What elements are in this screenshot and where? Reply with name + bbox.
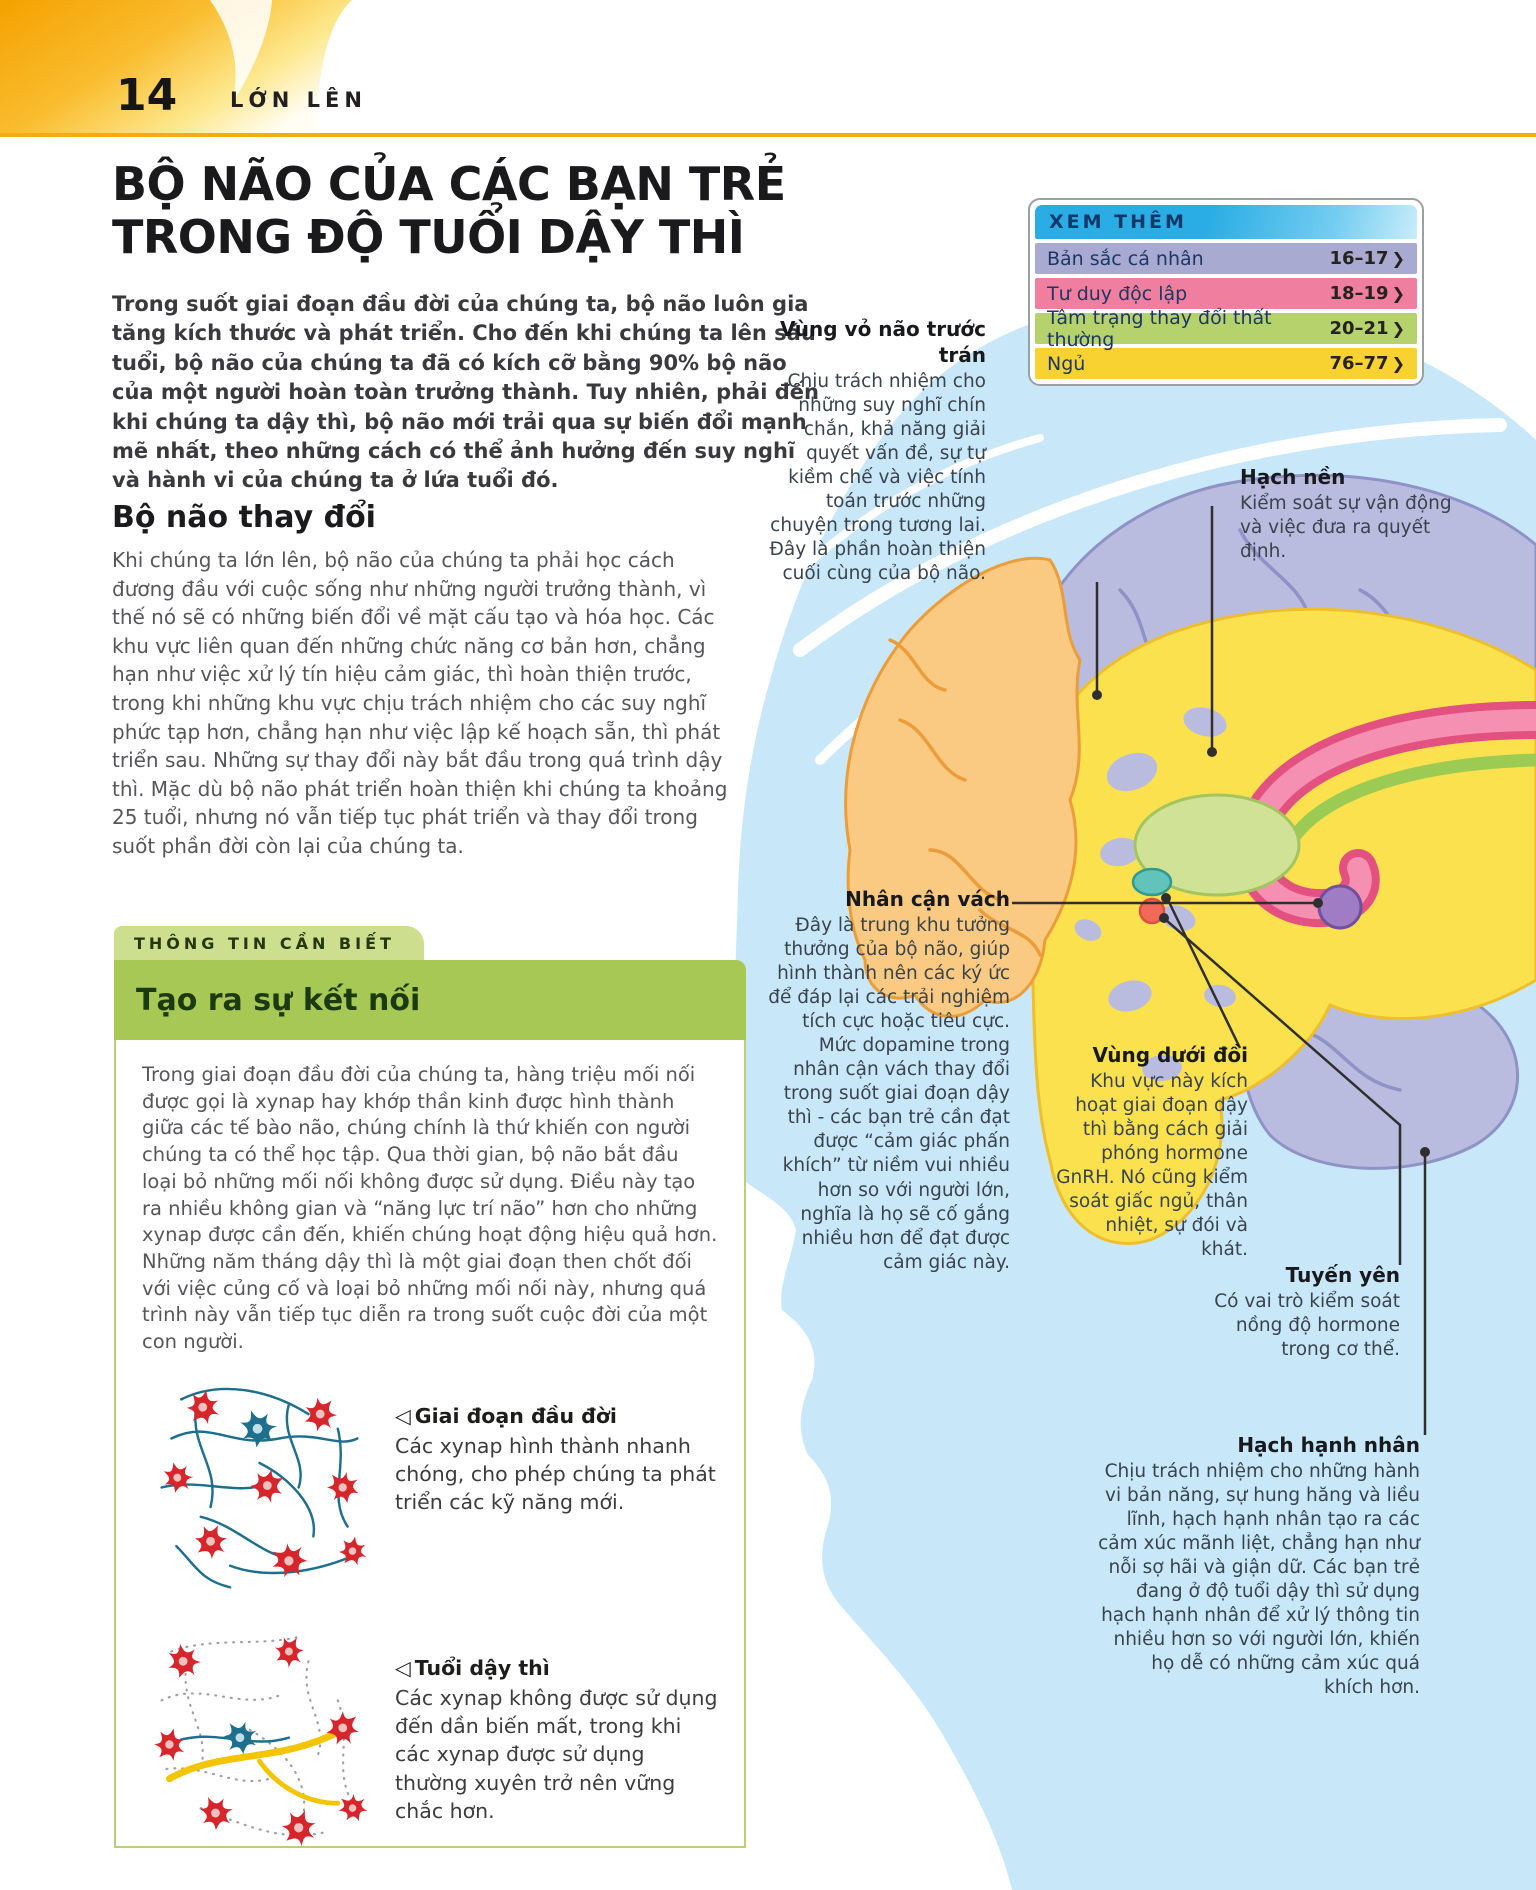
label-title: Hạch hạnh nhân [1237, 1433, 1420, 1457]
page-title [112, 158, 852, 265]
figure-caption-title: ◁ Tuổi dậy thì [395, 1655, 550, 1680]
label-hypothalamus [1054, 1042, 1248, 1262]
label-text: Chịu trách nhiệm cho những hành vi bản năng, sự hung hăng và liều lĩnh, hạch hạnh nhân tạo ra các cảm xúc mãnh liệt, chẳng hạn như nỗi sợ hãi và giận dữ. Các bạn trẻ đang ở độ tuổi dậy thì sử dụng hạch hạnh nhân để xử lý thông tin nhiều hơn so với người lớn, khiến họ dễ có những cảm xúc quá khích hơn. [1098, 1461, 1420, 1699]
intro-paragraph: Trong suốt giai đoạn đầu đời của chúng ta, bộ não luôn gia tăng kích thước và phát triển. Cho đến khi chúng ta lên sáu tuổi, bộ não của chúng ta đã có kích cỡ bằng 90% bộ não của một người hoàn toàn trưởng thành. Tuy nhiên, phải đến khi chúng ta dậy thì, bộ não mới trải qua sự biến đổi mạnh mẽ nhất, theo những cách có thể ảnh hưởng đến suy nghĩ và hành vi của chúng ta ở lứa tuổi đó. [112, 292, 819, 493]
chevron-right-icon: ❯ [1391, 284, 1405, 303]
see-also-pages: 76–77 ❯ [1329, 353, 1405, 374]
see-also-row [1035, 278, 1417, 309]
see-also-pages: 20–21 ❯ [1329, 318, 1405, 339]
figure-early-life [142, 1370, 718, 1600]
label-text: Kiểm soát sự vận động và việc đưa ra quyết định. [1240, 493, 1452, 563]
chevron-right-icon: ❯ [1391, 354, 1405, 373]
hypothalamus-shape [1133, 869, 1171, 895]
label-basal-ganglia [1240, 464, 1452, 564]
key-facts-body [114, 1040, 746, 1848]
chevron-right-icon: ❯ [1391, 249, 1405, 268]
figure-puberty [142, 1622, 718, 1867]
page-title-line1: BỘ NÃO CỦA CÁC BẠN TRẺ [112, 157, 786, 211]
label-text: Khu vực này kích hoạt giai đoạn dậy thì bằng cách giải phóng hormone GnRH. Nó cũng kiểm soát giấc ngủ, thân nhiệt, sự đói và khát. [1056, 1071, 1248, 1261]
label-text: Chịu trách nhiệm cho những suy nghĩ chín chắn, khả năng giải quyết vấn đề, sự tự kiềm chế và việc tính toán trước những chuyện trong tương lai. Đây là phần hoàn thiện cuối cùng của bộ não. [769, 371, 986, 585]
section-body: Khi chúng ta lớn lên, bộ não của chúng ta phải học cách đương đầu với cuộc sống như những người trưởng thành, vì thế nó sẽ có những biến đổi về mặt cấu tạo và hóa học. Các khu vực liên quan đến những chức năng cơ bản hơn, chẳng hạn như việc xử lý tín hiệu cảm giác, thì hoàn thiện trước, trong khi những khu vực chịu trách nhiệm cho các suy nghĩ phức tạp hơn, chẳng hạn như việc lập kế hoạch sẵn, thì phát triển sau. Những sự thay đổi này bắt đầu trong quá trình dậy thì. Mặc dù bộ não phát triển hoàn thiện khi chúng ta khoảng 25 tuổi, nhưng nó vẫn tiếp tục phát triển và thay đổi trong suốt phần đời còn lại của chúng ta. [112, 548, 728, 858]
label-title: Tuyến yên [1285, 1263, 1400, 1287]
label-title: Hạch nền [1240, 465, 1346, 489]
page-number: 14 [116, 70, 178, 121]
section-label: LỚN LÊN [230, 88, 367, 112]
see-also-label: Bản sắc cá nhân [1047, 247, 1204, 270]
neurons-early-illustration [142, 1370, 377, 1600]
label-pituitary-gland [1202, 1262, 1400, 1362]
label-text: Có vai trò kiểm soát nồng độ hormone trong cơ thể. [1214, 1291, 1400, 1361]
page-title-line2: TRONG ĐỘ TUỔI DẬY THÌ [112, 210, 745, 265]
figure-caption [395, 1622, 718, 1825]
key-facts-title: Tạo ra sự kết nối [114, 960, 746, 1040]
see-also-pages: 16–17 ❯ [1329, 248, 1405, 269]
figure-caption-text: Các xynap không được sử dụng đến dần biến mất, trong khi các xynap được sử dụng thường xuyên trở nên vững chắc hơn. [395, 1685, 718, 1823]
yellow-corner-art [0, 0, 380, 137]
label-text: Đây là trung khu tưởng thưởng của bộ não, giúp hình thành nên các ký ức để đáp lại các trải nghiệm tích cực hoặc tiêu cực. Mức dopamine trong nhân cận vách thay đổi trong suốt giai đoạn dậy thì - các bạn trẻ cần đạt được “cảm giác phấn khích” từ niềm vui nhiều hơn so với người lớn, nghĩa là họ sẽ cố gắng nhiều hơn để đạt được cảm giác này. [768, 915, 1010, 1273]
see-also-label: Tư duy độc lập [1047, 282, 1188, 305]
top-rule-divider [0, 133, 1536, 137]
see-also-row [1035, 348, 1417, 379]
chevron-right-icon: ❯ [1391, 319, 1405, 338]
see-also-box [1028, 198, 1424, 386]
see-also-row [1035, 306, 1417, 351]
label-title: Nhân cận vách [845, 887, 1010, 911]
label-prefrontal-cortex [766, 316, 986, 586]
section-heading: Bộ não thay đổi [112, 500, 376, 535]
triangle-left-icon: ◁ [395, 1403, 411, 1428]
triangle-left-icon: ◁ [395, 1655, 411, 1680]
label-title: Vùng vỏ não trước trán [780, 317, 986, 367]
label-title: Vùng dưới đồi [1092, 1043, 1248, 1067]
key-facts-paragraph: Trong giai đoạn đầu đời của chúng ta, hàng triệu mối nối được gọi là xynap hay khớp thần kinh được hình thành giữa các tế bào não, chúng chính là thứ khiến con người chúng ta có thể học tập. Qua thời gian, bộ não bắt đầu loại bỏ những mối nối không được sử dụng. Điều này tạo ra nhiều không gian và “năng lực trí não” hơn cho những xynap được cần đến, khiến chúng hoạt động hiệu quả hơn. Những năm tháng dậy thì là một giai đoạn then chốt đối với việc củng cố và loại bỏ những mối nối này, nhưng quá trình này vẫn tiếp tục diễn ra trong suốt cuộc đời của một con người. [142, 1063, 718, 1354]
neurons-puberty-illustration [142, 1622, 377, 1867]
figure-caption-title: ◁ Giai đoạn đầu đời [395, 1403, 617, 1428]
label-amygdala [1098, 1432, 1420, 1700]
see-also-label: Ngủ [1047, 352, 1086, 375]
see-also-header: XEM THÊM [1035, 205, 1417, 239]
nucleus-accumbens-shape [1319, 886, 1361, 928]
figure-caption-text: Các xynap hình thành nhanh chóng, cho phép chúng ta phát triển các kỹ năng mới. [395, 1433, 716, 1515]
see-also-row [1035, 243, 1417, 274]
see-also-pages: 18–19 ❯ [1329, 283, 1405, 304]
see-also-label: Tâm trạng thay đổi thất thường [1047, 306, 1272, 351]
label-nucleus-accumbens [768, 886, 1010, 1275]
figure-caption [395, 1370, 718, 1517]
key-facts-box [114, 926, 746, 1848]
key-facts-tab: THÔNG TIN CẦN BIẾT [114, 926, 424, 960]
